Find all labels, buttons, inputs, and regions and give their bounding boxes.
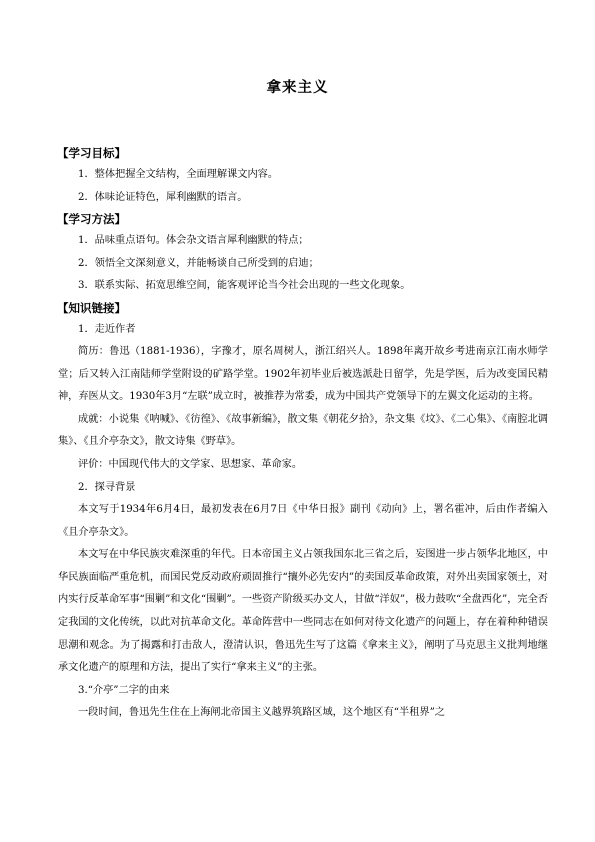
goal-item-2: 2．体味论证特色，犀利幽默的语言。 — [78, 191, 248, 203]
author-bio: 简历：鲁迅（1881-1936），字豫才，原名周树人，浙江绍兴人。1898年离开故乡考进南京江南水师学堂；后又转入江南陆师学堂附设的矿路学堂。1902年初毕业后被选派赴日留学，先是学医，后为改变国民精神，弃医从文。1930年3月“左联”成立时，被推荐为常委，成为中国共产党领导下的左翼文化运动的主将。 — [58, 346, 548, 403]
origin-paragraph: 一段时间，鲁迅先生住在上海闸北帝国主义越界筑路区域，这个地区有“半租界”之 — [78, 707, 445, 719]
section-heading-methods: 【学习方法】 — [57, 212, 126, 226]
section-heading-links: 【知识链接】 — [57, 300, 126, 315]
link-item-origin: 3.“介亭”二字的由来 — [78, 684, 170, 696]
goal-item-1: 1．整体把握全文结构，全面理解课文内容。 — [78, 169, 279, 180]
page-title: 拿来主义 — [266, 80, 329, 96]
method-item-2: 2．领悟全文深刻意义，并能畅谈自己所受到的启迪； — [78, 257, 319, 269]
link-item-author: 1．走近作者 — [78, 323, 136, 335]
method-item-1: 1．品味重点语句。体会杂文语言犀利幽默的特点； — [78, 235, 309, 246]
author-evaluation: 评价：中国现代伟大的文学家、思想家、革命家。 — [78, 458, 303, 470]
background-paragraph-2: 本文写在中华民族灾难深重的年代。日本帝国主义占领我国东北三省之后，妄图进一步占领华北地区，中华民族面临严重危机，而国民党反动政府顽固推行“攘外必先安内”的卖国反革命政策，对外出卖国家领土，对内实行反革命军事“围剿”和文化“围剿”。一些资产阶级买办文人，甘做“洋奴”，极力鼓吹“全盘西化”，完全否定我国的文化传统，以此对抗革命文化。革命阵营中一些同志在如何对待文化遗产的问题上，存在着种种错误思潮和观念。为了揭露和打击敌人，澄清认识，鲁迅先生写了这篇《拿来主义》，阐明了马克思主义批判地继承文化遗产的原理和方法，提出了实行“拿来主义”的主张。 — [58, 549, 548, 674]
background-paragraph-1: 本文写于1934年6月4日，最初发表在6月7日《中华日报》副刊《动向》上，署名霍冲，后由作者编入《且介亭杂文》。 — [58, 504, 548, 538]
author-achievement: 成就：小说集《呐喊》、《彷徨》、《故事新编》，散文集《朝花夕拾》，杂文集《坟》、《二心集》、《南腔北调集》、《且介亭杂文》，散文诗集《野草》。 — [58, 413, 548, 448]
section-heading-goals: 【学习目标】 — [57, 146, 126, 160]
method-item-3: 3．联系实际、拓宽思维空间，能客观评论当今社会出现的一些文化现象。 — [78, 280, 411, 291]
link-item-background: 2．探寻背景 — [78, 481, 136, 493]
document-body — [58, 143, 548, 725]
